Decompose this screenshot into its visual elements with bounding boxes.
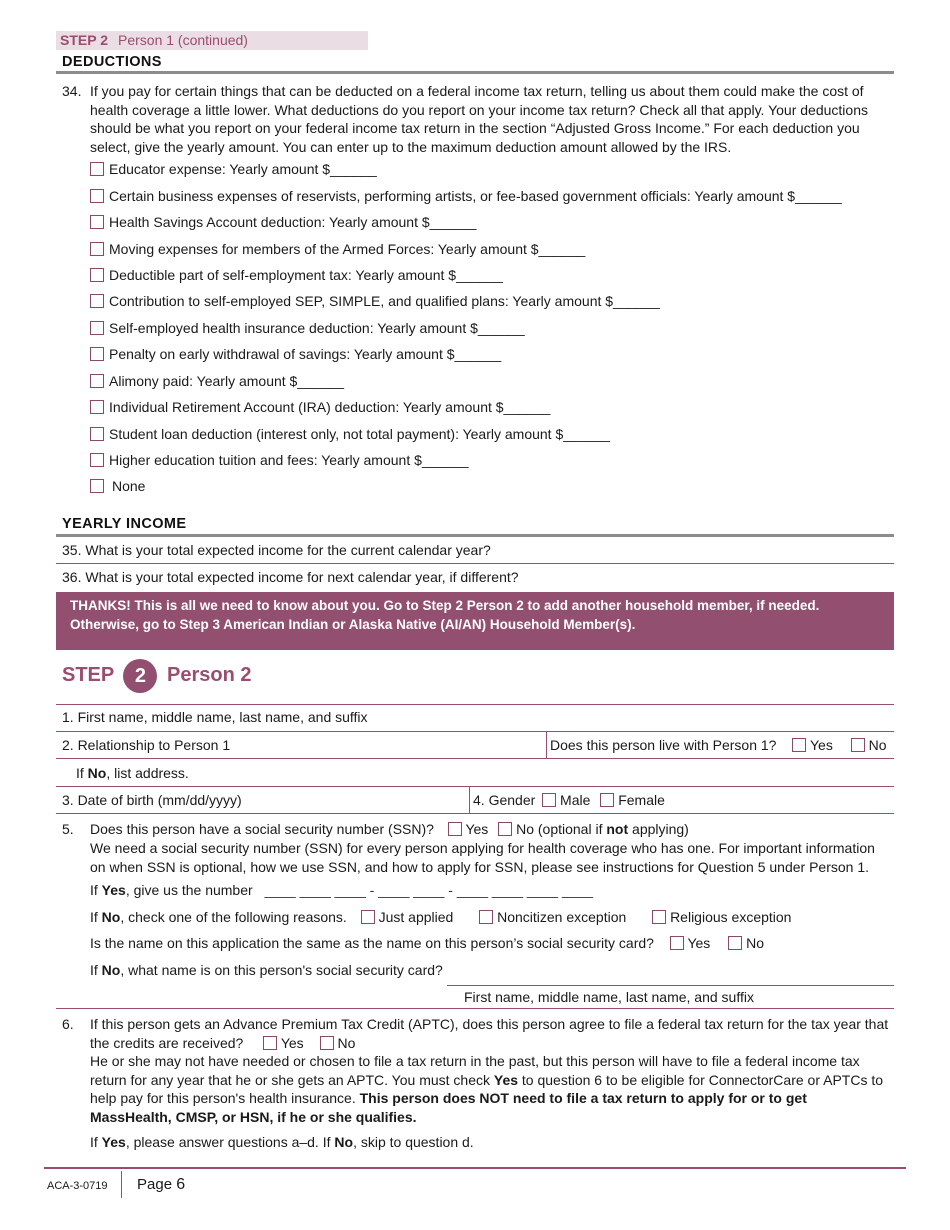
deduction-item[interactable] [90, 212, 476, 232]
deduction-checkbox[interactable] [90, 294, 104, 308]
deduction-label: Moving expenses for members of the Armed Forces: Yearly amount $______ [109, 241, 586, 257]
column-divider [469, 786, 470, 813]
ssn-input[interactable]: ____ ____ ____ - ____ ____ - ____ ____ ____ ____ [264, 882, 594, 898]
deduction-checkbox[interactable] [90, 479, 104, 493]
ssn-no-reasons-row [90, 908, 791, 927]
deduction-item[interactable] [90, 397, 550, 417]
if-word: If [90, 962, 102, 978]
q5-question: Does this person have a social security number (SSN)? [90, 821, 434, 837]
deduction-label: Penalty on early withdrawal of savings: Yearly amount $______ [109, 346, 502, 362]
gender-male-checkbox[interactable] [542, 793, 556, 807]
step-subtitle: Person 1 (continued) [118, 32, 248, 48]
q6-explanation [90, 1052, 890, 1126]
no-bold: No [101, 909, 121, 925]
deduction-item[interactable] [90, 476, 145, 496]
page-label: Page [137, 1176, 173, 1193]
row-divider [56, 704, 894, 705]
q34-text: If you pay for certain things that can be deducted on a federal income tax return, telling us about them could make the cost of health coverage a little lower. What deductions do you report on your income tax return? Check all that apply. Your deductions should be what you report on your federal income tax return in the section “Adjusted Gross Income.” For each deduction you select, give the yearly amount. You can enter up to the maximum deduction amount allowed by the IRS. [90, 83, 868, 155]
row-divider [56, 813, 894, 814]
deduction-label: Higher education tuition and fees: Yearly amount $______ [109, 452, 469, 468]
q6-yes-checkbox[interactable] [263, 1036, 277, 1050]
q5-question-row [90, 820, 689, 839]
deduction-label: Deductible part of self-employment tax: Yearly amount $______ [109, 267, 503, 283]
footer-divider [121, 1171, 122, 1198]
deduction-label: Certain business expenses of reservists, performing artists, or fee-based government officials: Yearly amount $______ [109, 188, 842, 204]
deduction-checkbox[interactable] [90, 268, 104, 282]
q6-number: 6. [62, 1016, 74, 1032]
live-with-yes-checkbox[interactable] [792, 738, 806, 752]
page-number: 6 [176, 1176, 186, 1193]
ssn-yes-label: Yes [465, 821, 489, 837]
deduction-label: Individual Retirement Account (IRA) deduction: Yearly amount $______ [109, 399, 551, 415]
deduction-label: Self-employed health insurance deduction: Yearly amount $______ [109, 320, 525, 336]
same-name-yes-checkbox[interactable] [670, 936, 684, 950]
ssn-number-row [90, 881, 593, 900]
row-divider [56, 786, 894, 787]
row-divider [56, 758, 894, 759]
if-word: If [90, 909, 102, 925]
deduction-label: None [112, 478, 146, 494]
q6-para-start: He or she may not have needed or chosen to file a tax return in the past, but this person will have to file a federal income tax return for any year that he or she gets an APTC. You must check [90, 1053, 860, 1088]
live-with-no-label: No [868, 737, 887, 753]
q6-question: If this person gets an Advance Premium Tax Credit (APTC), does this person agree to file a federal tax return for the tax year that the credits are received? [90, 1016, 889, 1051]
q2-relationship-field[interactable]: 2. Relationship to Person 1 [62, 737, 231, 753]
banner-line-1: THANKS! This is all we need to know about you. Go to Step 2 Person 2 to add another household member, if needed. [70, 598, 820, 613]
gender-female-label: Female [618, 792, 665, 808]
what-name-row [90, 961, 443, 980]
step-label: STEP 2 [60, 32, 108, 48]
deductions-rule [56, 71, 894, 74]
same-name-yes-label: Yes [687, 935, 711, 951]
form-code: ACA-3-0719 [47, 1180, 108, 1192]
gender-female-checkbox[interactable] [600, 793, 614, 807]
deductions-heading: DEDUCTIONS [62, 54, 162, 70]
reason-just-applied-label: Just applied [378, 909, 454, 925]
q6-followup: If Yes, please answer questions a–d. If No, skip to question d. [90, 1134, 474, 1150]
deduction-checkbox[interactable] [90, 162, 104, 176]
deduction-item[interactable] [90, 159, 377, 179]
deduction-item[interactable] [90, 291, 660, 311]
what-name-text: , what name is on this person's social security card? [120, 962, 443, 978]
deduction-label: Student loan deduction (interest only, not total payment): Yearly amount $______ [109, 426, 610, 442]
row-divider [56, 563, 894, 564]
step-word: STEP [62, 664, 114, 686]
deduction-checkbox[interactable] [90, 215, 104, 229]
deduction-item[interactable] [90, 239, 585, 259]
q4-gender [473, 791, 665, 810]
step2-person2-title [62, 657, 251, 693]
reason-noncitizen-checkbox[interactable] [479, 910, 493, 924]
deduction-checkbox[interactable] [90, 242, 104, 256]
give-number-text: , give us the number [125, 882, 253, 898]
if-word: If [76, 765, 88, 781]
q6-yes-label: Yes [280, 1034, 304, 1051]
reasons-text: , check one of the following reasons. [120, 909, 347, 925]
gender-label: 4. Gender [473, 792, 536, 808]
if-word: If [90, 882, 102, 898]
live-with-person1 [550, 736, 887, 755]
q1-name-field[interactable]: 1. First name, middle name, last name, and suffix [62, 709, 368, 725]
ssn-card-name-input[interactable] [447, 985, 894, 986]
q36-text: 36. What is your total expected income for next calendar year, if different? [62, 569, 519, 585]
deduction-checkbox[interactable] [90, 400, 104, 414]
deduction-label: Contribution to self-employed SEP, SIMPLE, and qualified plans: Yearly amount $______ [109, 293, 660, 309]
same-name-question: Is the name on this application the same as the name on this person’s social security card? [90, 935, 654, 951]
ssn-yes-checkbox[interactable] [448, 822, 462, 836]
deduction-checkbox[interactable] [90, 189, 104, 203]
no-bold: No [101, 962, 121, 978]
same-name-no-label: No [746, 935, 764, 951]
q6-para-mid: to question 6 to be eligible for ConnectorCare or APTCs to help pay for this person's health insurance. [90, 1071, 884, 1106]
deduction-checkbox[interactable] [90, 321, 104, 335]
live-with-label: Does this person live with Person 1? [550, 737, 777, 753]
person2-label: Person 2 [167, 664, 252, 686]
live-with-no-checkbox[interactable] [851, 738, 865, 752]
deduction-item[interactable] [90, 371, 344, 391]
row-divider [56, 1008, 894, 1009]
deduction-checkbox[interactable] [90, 374, 104, 388]
q6-question-block [90, 1015, 895, 1052]
reason-just-applied-checkbox[interactable] [361, 910, 375, 924]
live-with-yes-label: Yes [809, 737, 833, 753]
step-tag [56, 31, 368, 50]
deduction-item[interactable] [90, 265, 503, 285]
no-bold: No [87, 765, 107, 781]
ssn-no-checkbox[interactable] [498, 822, 512, 836]
deduction-item[interactable] [90, 344, 501, 364]
deduction-item[interactable] [90, 318, 525, 338]
q34-number: 34. [62, 83, 82, 99]
thanks-banner [56, 592, 894, 650]
deduction-checkbox[interactable] [90, 347, 104, 361]
yearly-income-heading: YEARLY INCOME [62, 516, 187, 532]
deduction-label: Health Savings Account deduction: Yearly amount $______ [109, 214, 477, 230]
ssn-no-label: No (optional if not applying) [516, 821, 689, 837]
q6-no-label: No [337, 1034, 356, 1051]
deduction-label: Educator expense: Yearly amount $______ [109, 161, 377, 177]
deduction-label: Alimony paid: Yearly amount $______ [109, 373, 345, 389]
deduction-checkbox[interactable] [90, 427, 104, 441]
reason-religious-checkbox[interactable] [652, 910, 666, 924]
q6-para-bold: This person does NOT need to file a tax return to apply for or to get MassHealth, CMSP, or HSN, if he or she qualifies. [90, 1090, 807, 1125]
footer-rule [44, 1167, 906, 1169]
row-divider [56, 731, 894, 732]
yes-bold: Yes [101, 882, 126, 898]
gender-male-label: Male [560, 792, 591, 808]
deduction-item[interactable] [90, 450, 469, 470]
q3-dob-field[interactable]: 3. Date of birth (mm/dd/yyyy) [62, 792, 242, 808]
page-indicator [137, 1176, 185, 1194]
same-name-no-checkbox[interactable] [728, 936, 742, 950]
deduction-item[interactable] [90, 186, 842, 206]
q6-no-checkbox[interactable] [320, 1036, 334, 1050]
column-divider [546, 731, 547, 758]
same-name-row [90, 934, 764, 953]
reason-noncitizen-label: Noncitizen exception [497, 909, 627, 925]
q5-explanation: We need a social security number (SSN) for every person applying for health coverage who has one. For important information on when SSN is optional, how we use SSN, and how to apply for SSN, please see instructions for Question 5 under Person 1. [90, 840, 875, 875]
name-caption: First name, middle name, last name, and suffix [464, 989, 754, 1005]
step-number-badge: 2 [123, 659, 157, 693]
if-no-list-address[interactable] [76, 764, 189, 783]
q5-number: 5. [62, 821, 74, 837]
deduction-checkbox[interactable] [90, 453, 104, 467]
reason-religious-label: Religious exception [670, 909, 792, 925]
q35-text: 35. What is your total expected income for the current calendar year? [62, 542, 491, 558]
banner-line-2: Otherwise, go to Step 3 American Indian or Alaska Native (AI/AN) Household Member(s). [70, 616, 636, 632]
yearly-income-rule [56, 534, 894, 537]
deduction-item[interactable] [90, 424, 610, 444]
q6-para-yes: Yes [493, 1071, 519, 1088]
list-address-text: , list address. [106, 765, 189, 781]
